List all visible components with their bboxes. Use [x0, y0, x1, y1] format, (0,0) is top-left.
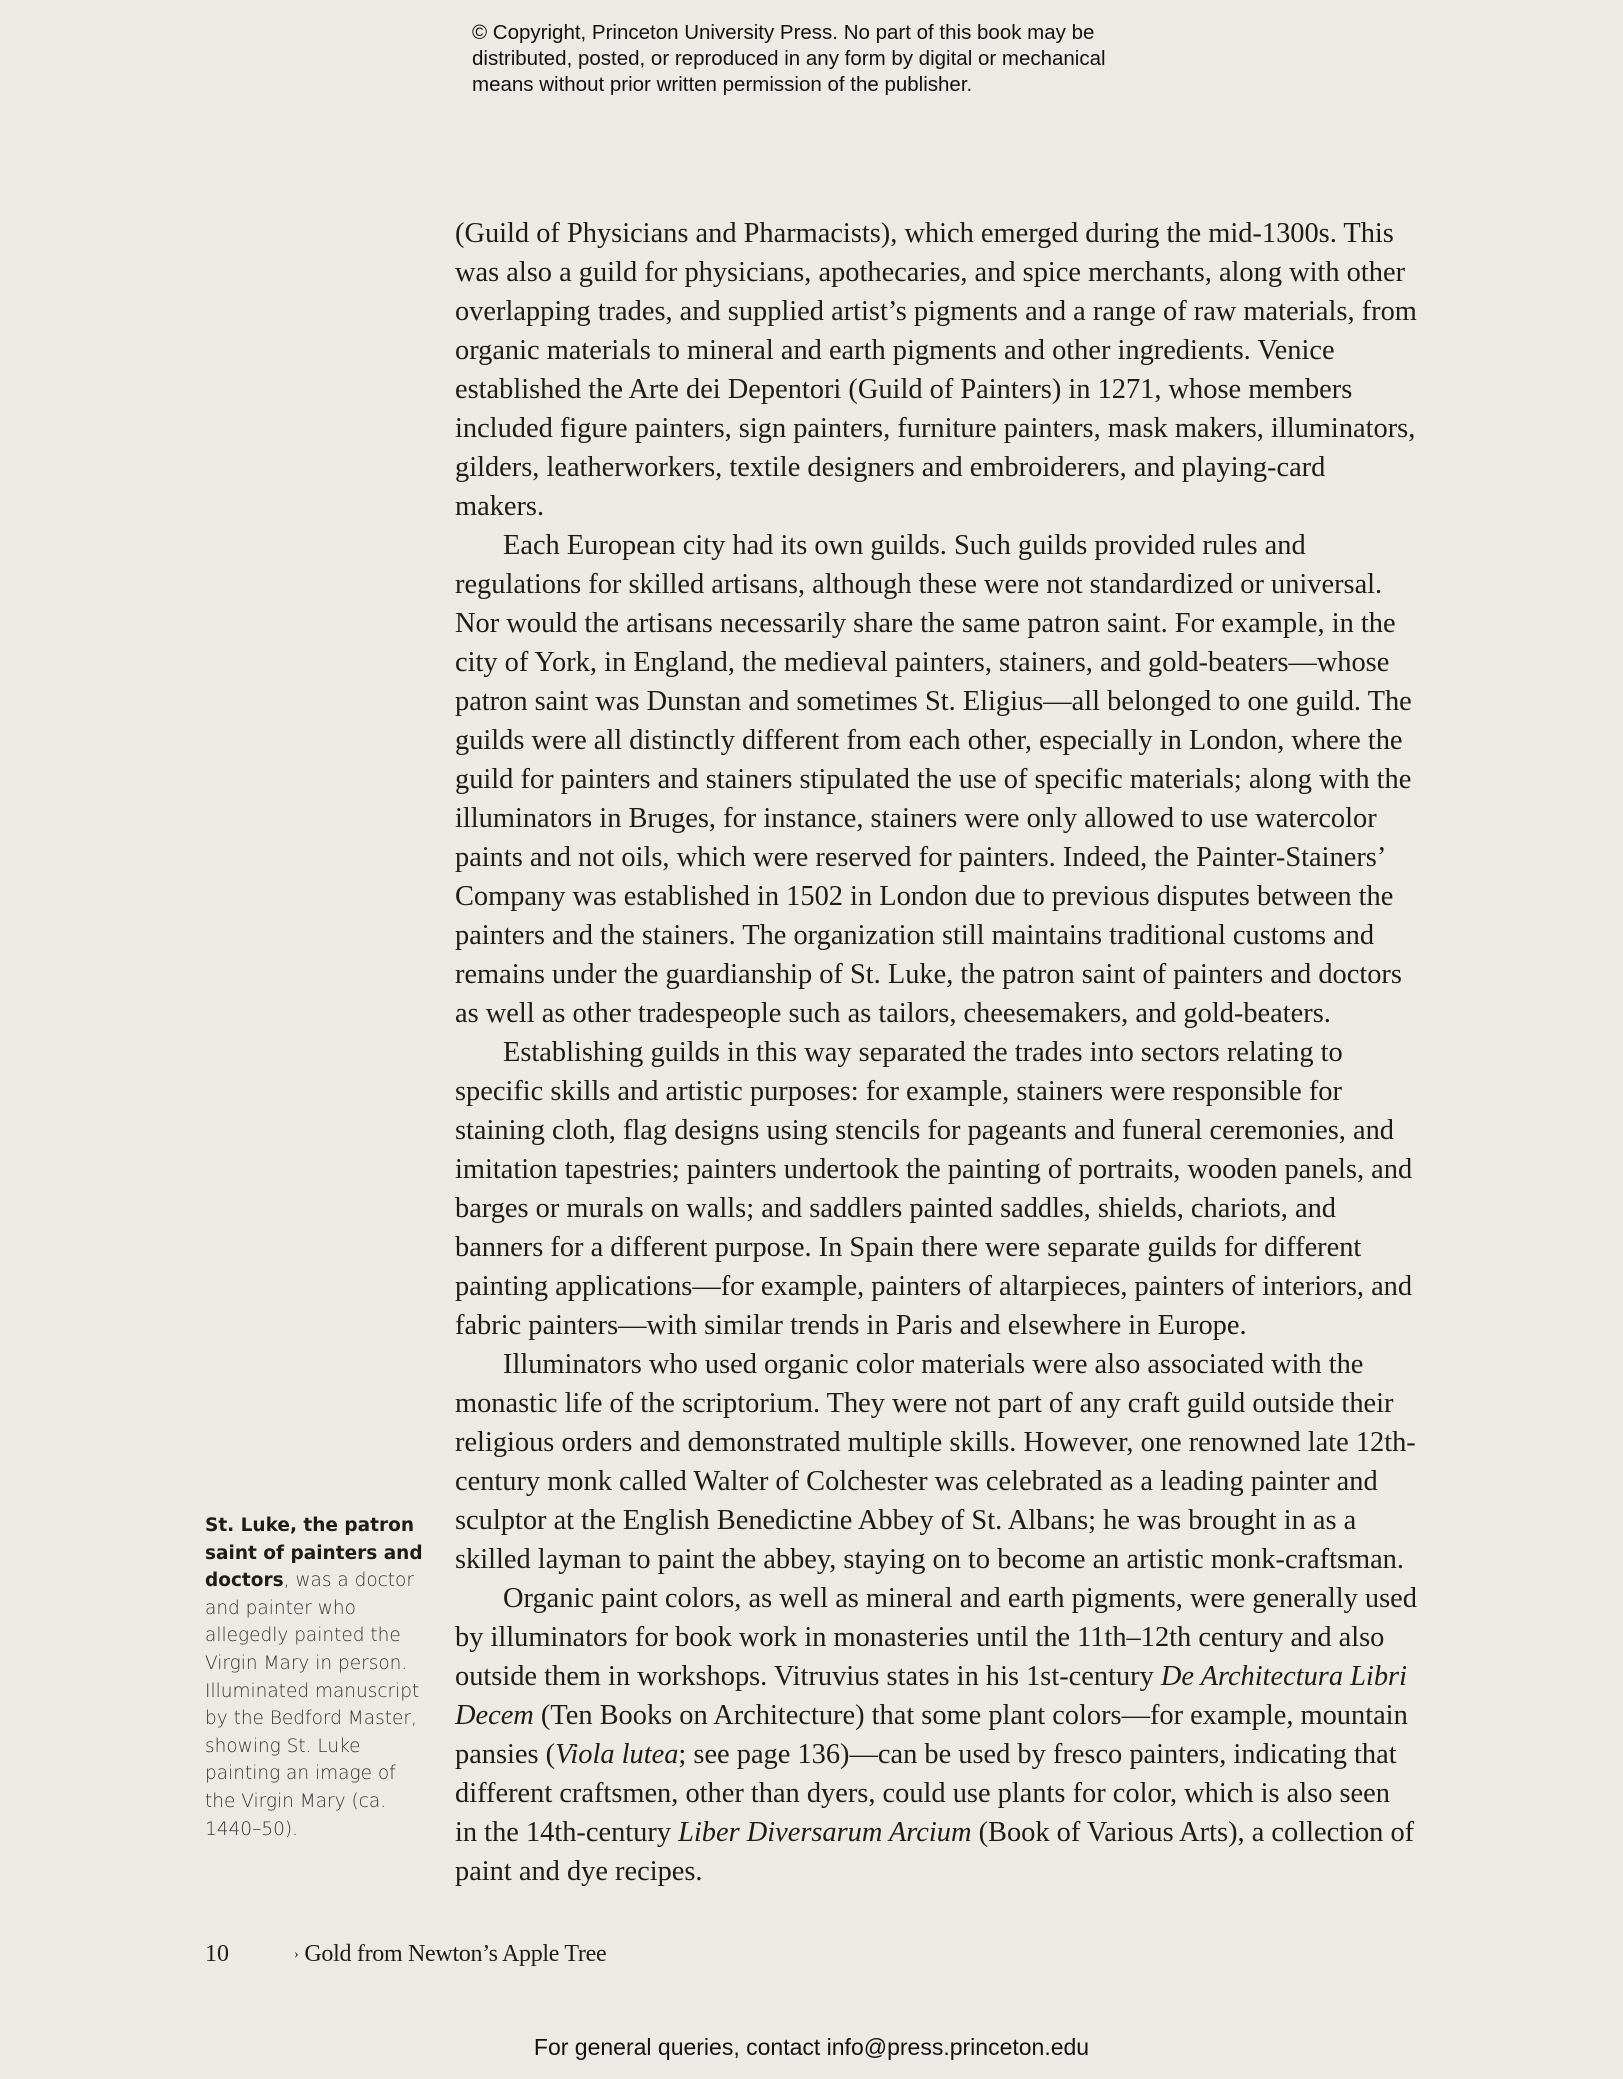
- caption-text: , was a doctor and painter who allegedly painted the Virgin Mary in person. Illuminated manuscript by the Bedford Master, showing St. Luke painting an image of the Virgin Mary (ca. 1440–50).: [205, 1570, 420, 1840]
- species-name: Viola lutea: [555, 1739, 679, 1770]
- figure-caption: [205, 1512, 425, 1843]
- chevron-right-icon: ›: [294, 1947, 299, 1962]
- running-head-title: Gold from Newton’s Apple Tree: [304, 1941, 607, 1967]
- body-paragraph: Each European city had its own guilds. Such guilds provided rules and regulations for skilled artisans, although these were not standardized or universal. Nor would the artisans necessarily share the same patron saint. For example, in the city of York, in England, the medieval painters, stainers, and gold-beaters—whose patron saint was Dunstan and sometimes St. Eligius—all belonged to one guild. The guilds were all distinctly different from each other, especially in London, where the guild for painters and stainers stipulated the use of specific materials; along with the illuminators in Bruges, for instance, stainers were only allowed to use watercolor paints and not oils, which were reserved for painters. Indeed, the Painter-Stainers’ Company was established in 1502 in London due to previous disputes between the painters and the stainers. The organization still maintains traditional customs and remains under the guardianship of St. Luke, the patron saint of painters and doctors as well as other tradespeople such as tailors, cheesemakers, and gold-beaters.: [455, 530, 1412, 1029]
- body-paragraph: [455, 1579, 1417, 1891]
- body-paragraph: (Guild of Physicians and Pharmacists), which emerged during the mid-1300s. This was also a guild for physicians, apothecaries, and spice merchants, along with other overlapping trades, and supplied artist’s pigments and a range of raw materials, from organic materials to mineral and earth pigments and other ingredients. Venice established the Arte dei Depentori (Guild of Painters) in 1271, whose members included figure painters, sign painters, furniture painters, mask makers, illuminators, gilders, leatherworkers, textile designers and embroiderers, and playing-card makers.: [455, 218, 1417, 522]
- text-run: ; see page 136)—can be used by fresco painters, indicating that different craftsmen, other than dyers, could use plants for color, which is also seen in the 14th-century: [455, 1739, 1397, 1848]
- text-run: (Book of Various Arts), a collection of paint and dye recipes.: [455, 1817, 1415, 1887]
- caption-title: St. Luke, the patron saint of painters and doctors: [205, 1515, 423, 1592]
- main-text-column: [455, 214, 1417, 1891]
- text-run: Organic paint colors, as well as mineral and earth pigments, were generally used by illuminators for book work in monasteries until the 11th–12th century and also outside them in workshops. Vitruvius states in his 1st-century: [455, 1583, 1417, 1692]
- contact-footer: For general queries, contact info@press.princeton.edu: [533, 2034, 1090, 2060]
- page-number: 10: [205, 1941, 229, 1967]
- copyright-line: distributed, posted, or reproduced in any form by digital or mechanical: [472, 47, 1106, 70]
- copyright-notice: [472, 20, 1192, 98]
- copyright-line: means without prior written permission of the publisher.: [472, 73, 973, 96]
- book-title: Liber Diversarum Arcium: [678, 1817, 972, 1848]
- text-run: (Ten Books on Architecture) that some plant colors—for example, mountain pansies (: [455, 1700, 1408, 1770]
- body-paragraph: Establishing guilds in this way separated the trades into sectors relating to specific skills and artistic purposes: for example, stainers were responsible for staining cloth, flag designs using stencils for pageants and funeral ceremonies, and imitation tapestries; painters undertook the painting of portraits, wooden panels, and barges or murals on walls; and saddlers painted saddles, shields, chariots, and banners for a different purpose. In Spain there were separate guilds for different painting applications—for example, painters of altarpieces, painters of interiors, and fabric painters—with similar trends in Paris and elsewhere in Europe.: [455, 1037, 1413, 1341]
- body-paragraph: Illuminators who used organic color materials were also associated with the monastic life of the scriptorium. They were not part of any craft guild outside their religious orders and demonstrated multiple skills. However, one renowned late 12th-century monk called Walter of Colchester was celebrated as a leading painter and sculptor at the English Benedictine Abbey of St. Albans; he was brought in as a skilled layman to paint the abbey, staying on to become an artistic monk-craftsman.: [455, 1349, 1416, 1575]
- running-head: [294, 1941, 606, 1968]
- book-title: De Architectura Libri Decem: [455, 1661, 1407, 1731]
- copyright-line: © Copyright, Princeton University Press. No part of this book may be: [472, 21, 1095, 44]
